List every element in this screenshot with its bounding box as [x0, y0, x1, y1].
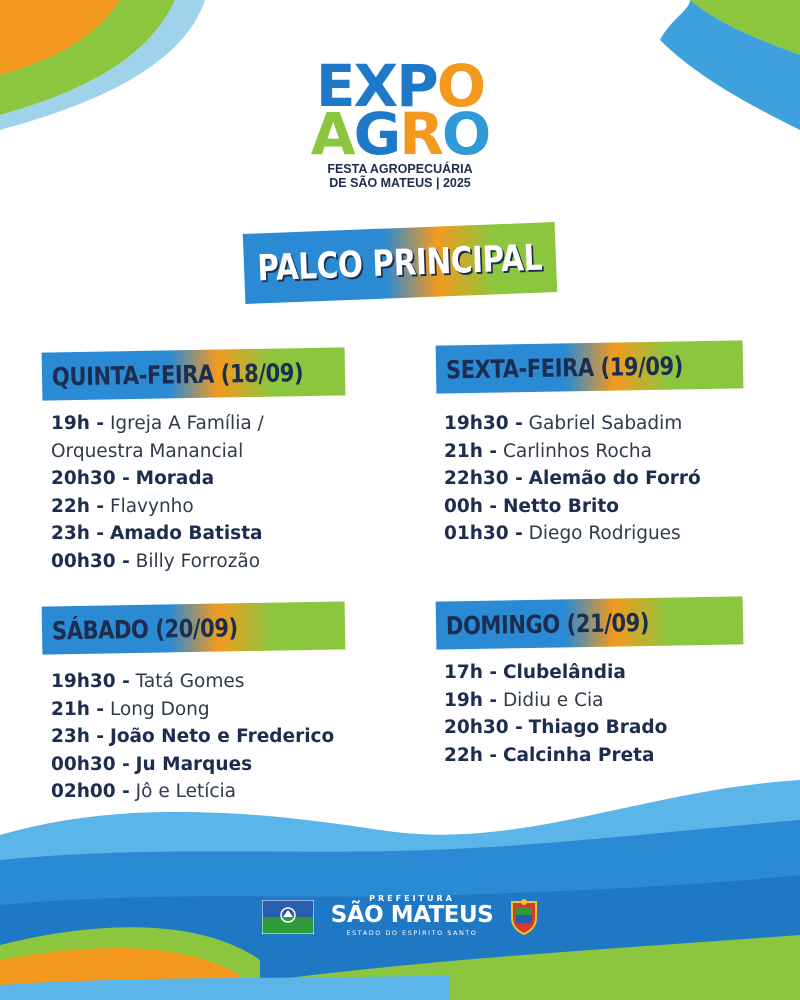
- main-title: PALCO PRINCIPAL: [256, 237, 544, 289]
- schedule-item: [51, 548, 264, 576]
- schedule-item: [444, 465, 701, 493]
- logo-agro-g: G: [353, 100, 400, 168]
- schedule-artist: Didiu e Cia: [502, 689, 604, 711]
- schedule-artist: Carlinhos Rocha: [502, 440, 652, 462]
- expo-agro-logo: [300, 52, 500, 190]
- logo-agro-r: R: [399, 100, 442, 168]
- schedule-artist: Orquestra Manancial: [51, 440, 244, 462]
- schedule-artist: Netto Brito: [502, 495, 619, 517]
- city-crest-icon: [508, 898, 540, 936]
- schedule-item: [444, 493, 701, 521]
- footer-prefix: PREFEITURA: [369, 894, 455, 903]
- schedule-item: [51, 696, 334, 724]
- city-flag-icon: [262, 900, 314, 934]
- schedule-item: [444, 438, 701, 466]
- schedule-time: 19h30 -: [444, 413, 523, 434]
- schedule-time: 22h -: [444, 744, 498, 766]
- schedule-time: 00h -: [444, 495, 498, 517]
- schedule-item: [444, 520, 701, 548]
- schedule-time: 22h -: [51, 495, 105, 517]
- day-header-quinta: [42, 347, 346, 400]
- schedule-time: 19h -: [51, 413, 105, 434]
- logo-subtitle-1: FESTA AGROPECUÁRIA: [327, 162, 473, 176]
- schedule-time: 00h30 -: [51, 753, 130, 775]
- schedule-domingo: [444, 659, 667, 769]
- schedule-time: 22h30 -: [444, 468, 523, 490]
- schedule-time: 17h -: [444, 662, 498, 683]
- schedule-artist: Jô e Letícia: [135, 781, 236, 803]
- schedule-artist: Morada: [135, 468, 215, 490]
- logo-expo-part: EXP: [315, 52, 437, 120]
- schedule-item: [51, 751, 334, 779]
- schedule-item: [444, 714, 667, 742]
- footer-state: ESTADO DO ESPÍRITO SANTO: [346, 929, 478, 937]
- schedule-artist: Igreja A Família /: [109, 413, 264, 434]
- schedule-time: 21h -: [444, 440, 498, 462]
- schedule-artist: Flavynho: [109, 495, 194, 517]
- logo-expo-o: O: [436, 52, 485, 120]
- schedule-item: [51, 493, 264, 521]
- schedule-artist: Clubelândia: [502, 662, 626, 683]
- schedule-artist: Diego Rodrigues: [528, 523, 681, 545]
- schedule-artist: João Neto e Frederico: [109, 726, 335, 748]
- schedule-time: 19h -: [444, 689, 498, 711]
- day-title: SEXTA-FEIRA (19/09): [445, 350, 684, 385]
- schedule-sabado: [51, 668, 334, 806]
- day-header-sabado: [42, 601, 346, 654]
- logo-agro-a: A: [310, 100, 354, 168]
- schedule-item: [51, 520, 264, 548]
- schedule-artist: Amado Batista: [109, 523, 263, 545]
- logo-agro-o: O: [441, 100, 490, 168]
- schedule-item: [444, 410, 701, 438]
- schedule-time: 01h30 -: [444, 523, 523, 545]
- schedule-artist: Thiago Brado: [528, 717, 668, 739]
- schedule-item: [51, 778, 334, 806]
- schedule-time: 00h30 -: [51, 550, 130, 572]
- day-title: QUINTA-FEIRA (18/09): [51, 357, 304, 391]
- schedule-sexta: [444, 410, 701, 548]
- schedule-time: 21h -: [51, 698, 105, 720]
- schedule-artist: Calcinha Preta: [502, 744, 655, 766]
- footer-city-name: SÃO MATEUS: [330, 902, 494, 928]
- day-title: DOMINGO (21/09): [445, 607, 650, 641]
- schedule-time: 20h30 -: [51, 468, 130, 490]
- logo-word-agro: [300, 100, 500, 168]
- schedule-artist: Long Dong: [109, 698, 210, 720]
- day-header-sexta: [436, 340, 744, 393]
- schedule-artist: Alemão do Forró: [528, 468, 701, 490]
- schedule-time: 02h00 -: [51, 781, 130, 803]
- schedule-artist: Billy Forrozão: [135, 550, 261, 572]
- day-header-domingo: [436, 596, 744, 649]
- prefeitura-footer: [262, 892, 540, 940]
- schedule-artist: Gabriel Sabadim: [528, 413, 683, 434]
- schedule-artist: Ju Marques: [135, 753, 253, 775]
- schedule-item: [444, 659, 667, 687]
- schedule-item: [51, 723, 334, 751]
- schedule-quinta: [51, 410, 264, 576]
- schedule-item: [51, 410, 264, 438]
- schedule-artist: Tatá Gomes: [135, 671, 245, 692]
- schedule-time: 23h -: [51, 523, 105, 545]
- schedule-time: 23h -: [51, 726, 105, 748]
- schedule-item: [444, 687, 667, 715]
- logo-subtitle-2: DE SÃO MATEUS | 2025: [329, 176, 471, 190]
- schedule-item: [51, 438, 264, 466]
- schedule-item: [51, 668, 334, 696]
- day-title: SÁBADO (20/09): [51, 612, 238, 645]
- schedule-item: [51, 465, 264, 493]
- main-title-banner: [243, 222, 557, 304]
- schedule-time: 20h30 -: [444, 717, 523, 739]
- schedule-item: [444, 742, 667, 770]
- schedule-time: 19h30 -: [51, 671, 130, 692]
